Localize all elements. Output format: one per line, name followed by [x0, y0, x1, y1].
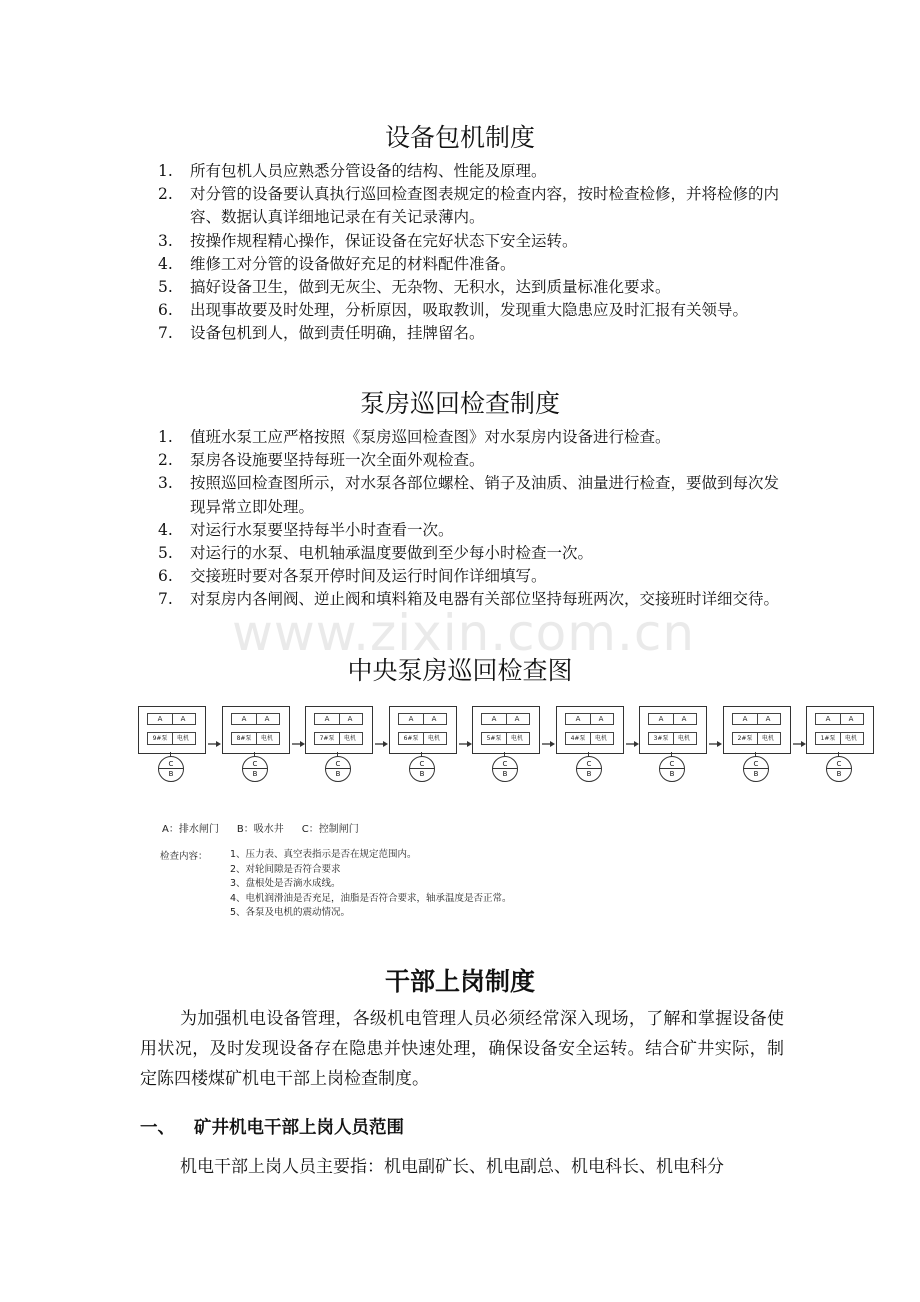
legend-item: A：排水闸门	[162, 824, 219, 835]
pump-box	[305, 706, 373, 754]
pump-label: 5#泵	[481, 732, 507, 745]
valve-circle	[826, 756, 852, 782]
valve-a-cell: A	[672, 713, 697, 725]
list-item	[140, 449, 790, 472]
inspection-item: 5、各泵及电机的震动情况。	[230, 907, 351, 918]
pump-label: 3#泵	[648, 732, 674, 745]
flow-arrow-icon	[626, 740, 639, 748]
list-item-number: 2.	[158, 451, 173, 470]
valve-a-cell: A	[171, 713, 196, 725]
list-item-number: 7.	[158, 590, 173, 609]
list-item-number: 6.	[158, 301, 173, 320]
list-item	[140, 472, 790, 518]
valve-circle	[325, 756, 351, 782]
inspection-item: 4、电机润滑油是否充足，油脂是否符合要求，轴承温度是否正常。	[230, 892, 512, 904]
valve-circle	[409, 756, 435, 782]
list-item	[140, 276, 790, 299]
pump-box	[138, 706, 206, 754]
list-item-text: 设备包机到人，做到责任明确，挂牌留名。	[190, 324, 485, 343]
list-item-text: 对分管的设备要认真执行巡回检查图表规定的检查内容，按时检查检修，并将检修的内容、数据认真详细地记录在有关记录薄内。	[190, 185, 780, 227]
circle-c-label: C	[168, 760, 174, 768]
pump-box	[389, 706, 457, 754]
section-title-pump-room-inspection: 泵房巡回检查制度	[359, 389, 560, 418]
circle-c-label: C	[335, 760, 341, 768]
flow-arrow-icon	[375, 740, 388, 748]
list-item-text: 按操作规程精心操作，保证设备在完好状态下安全运转。	[190, 231, 578, 250]
list-item	[140, 299, 790, 322]
circle-divider	[827, 768, 851, 769]
valve-a-cell: A	[398, 713, 424, 725]
valve-circle	[743, 756, 769, 782]
circle-divider	[660, 768, 684, 769]
list-item-number: 1.	[158, 428, 173, 446]
valve-a-cell: A	[565, 713, 591, 725]
pump-box	[639, 706, 707, 754]
pump-unit	[472, 704, 540, 784]
circle-b-label: B	[335, 770, 341, 778]
list-item	[140, 253, 790, 276]
motor-label: 电机	[672, 732, 697, 745]
pump-label: 4#泵	[565, 732, 591, 745]
circle-c-label: C	[252, 760, 258, 768]
list-item	[140, 322, 790, 345]
valve-circle	[492, 756, 518, 782]
pump-inspection-diagram	[138, 704, 888, 784]
section-title-cadre-duty: 干部上岗制度	[384, 967, 535, 996]
inspection-label: 检查内容：	[160, 851, 208, 862]
valve-a-cell: A	[338, 713, 363, 725]
legend-item: C：控制闸门	[301, 824, 359, 835]
list-item-number: 7.	[158, 324, 173, 343]
watermark: www.zixin.com.cn	[232, 604, 696, 662]
valve-a-cell: A	[839, 713, 864, 725]
circle-divider	[326, 768, 350, 769]
valve-circle	[242, 756, 268, 782]
pump-unit	[556, 704, 624, 784]
list-item-text: 对运行的水泵、电机轴承温度要做到至少每小时检查一次。	[190, 544, 594, 563]
circle-c-label: C	[669, 760, 675, 768]
pump-unit	[138, 704, 206, 784]
circle-c-label: C	[502, 760, 508, 768]
circle-c-label: C	[836, 760, 842, 768]
motor-label: 电机	[589, 732, 614, 745]
list-item-number: 1.	[158, 162, 173, 180]
valve-a-cell: A	[756, 713, 781, 725]
flow-arrow-icon	[709, 740, 722, 748]
list-item-text: 出现事故要及时处理，分析原因，吸取教训，发现重大隐患应及时汇报有关领导。	[190, 301, 749, 320]
legend-item: B：吸水井	[236, 824, 284, 835]
list-item-text: 泵房各设施要坚持每班一次全面外观检查。	[190, 451, 485, 470]
circle-c-label: C	[586, 760, 592, 768]
flow-arrow-icon	[292, 740, 305, 748]
valve-circle	[659, 756, 685, 782]
valve-a-cell: A	[147, 713, 173, 725]
section-title-equipment-responsibility: 设备包机制度	[384, 123, 535, 152]
circle-b-label: B	[836, 770, 842, 778]
equipment-responsibility-list	[140, 160, 790, 346]
subsection-paragraph: 机电干部上岗人员主要指：机电副矿长、机电副总、机电科长、机电科分	[180, 1157, 724, 1177]
valve-a-cell: A	[648, 713, 674, 725]
valve-a-cell: A	[314, 713, 340, 725]
circle-divider	[744, 768, 768, 769]
motor-label: 电机	[171, 732, 196, 745]
pump-label: 2#泵	[732, 732, 758, 745]
pump-box	[723, 706, 791, 754]
pump-box	[556, 706, 624, 754]
valve-circle	[576, 756, 602, 782]
circle-b-label: B	[419, 770, 425, 778]
flow-arrow-icon	[542, 740, 555, 748]
pump-label: 7#泵	[314, 732, 340, 745]
valve-a-cell: A	[255, 713, 280, 725]
list-item	[140, 230, 790, 253]
pump-unit	[389, 704, 457, 784]
motor-label: 电机	[255, 732, 280, 745]
subsection-title: 矿井机电干部上岗人员范围	[194, 1118, 404, 1138]
pump-label: 9#泵	[147, 732, 173, 745]
inspection-item: 2、对轮间隙是否符合要求	[230, 863, 341, 875]
motor-label: 电机	[338, 732, 363, 745]
circle-b-label: B	[669, 770, 675, 778]
circle-b-label: B	[502, 770, 508, 778]
inspection-item: 1、压力表、真空表指示是否在规定范围内。	[230, 849, 417, 860]
inspection-item: 3、盘根处是否滴水成线。	[230, 878, 341, 889]
motor-label: 电机	[505, 732, 530, 745]
section-title-inspection-diagram: 中央泵房巡回检查图	[347, 656, 573, 685]
circle-divider	[493, 768, 517, 769]
pump-box	[222, 706, 290, 754]
valve-a-cell: A	[422, 713, 447, 725]
circle-c-label: C	[753, 760, 759, 768]
list-item-number: 3.	[158, 231, 173, 250]
valve-a-cell: A	[815, 713, 841, 725]
valve-circle	[158, 756, 184, 782]
pump-box	[472, 706, 540, 754]
circle-b-label: B	[252, 770, 258, 778]
circle-divider	[159, 768, 183, 769]
pump-unit	[222, 704, 290, 784]
pump-unit	[639, 704, 707, 784]
circle-b-label: B	[586, 770, 592, 778]
diagram-legend	[162, 820, 377, 835]
motor-label: 电机	[839, 732, 864, 745]
list-item-number: 4.	[158, 520, 173, 539]
list-item	[140, 183, 790, 229]
list-item-text: 值班水泵工应严格按照《泵房巡回检查图》对水泵房内设备进行检查。	[190, 428, 671, 446]
pump-unit	[723, 704, 791, 784]
circle-divider	[577, 768, 601, 769]
list-item-number: 2.	[158, 185, 173, 204]
pump-unit	[806, 704, 874, 784]
circle-c-label: C	[419, 760, 425, 768]
list-item-number: 6.	[158, 567, 173, 586]
pump-label: 6#泵	[398, 732, 424, 745]
valve-a-cell: A	[732, 713, 758, 725]
pump-label: 1#泵	[815, 732, 841, 745]
flow-arrow-icon	[208, 740, 221, 748]
cadre-duty-paragraph: 为加强机电设备管理，各级机电管理人员必须经常深入现场，了解和掌握设备使用状况，及时发现设备存在隐患并快速处理，确保设备安全运转。结合矿井实际，制定陈四楼煤矿机电干部上岗检查制度。	[140, 1009, 784, 1089]
circle-divider	[410, 768, 434, 769]
pump-room-inspection-list	[140, 426, 790, 612]
subsection-heading	[140, 1114, 404, 1139]
list-item	[140, 588, 790, 611]
list-item-text: 所有包机人员应熟悉分管设备的结构、性能及原理。	[190, 162, 547, 180]
valve-a-cell: A	[481, 713, 507, 725]
circle-b-label: B	[753, 770, 759, 778]
list-item	[140, 426, 790, 449]
list-item	[140, 160, 790, 183]
list-item-number: 4.	[158, 254, 173, 273]
list-item-text: 按照巡回检查图所示，对水泵各部位螺栓、销子及油质、油量进行检查，要做到每次发现异常立即处理。	[190, 474, 780, 516]
valve-a-cell: A	[589, 713, 614, 725]
list-item	[140, 542, 790, 565]
list-item-number: 5.	[158, 544, 173, 563]
list-item-text: 对运行水泵要坚持每半小时查看一次。	[190, 520, 454, 539]
list-item-number: 3.	[158, 474, 173, 493]
pump-box	[806, 706, 874, 754]
subsection-ordinal: 一、	[140, 1118, 175, 1138]
valve-a-cell: A	[231, 713, 257, 725]
list-item	[140, 565, 790, 588]
pump-label: 8#泵	[231, 732, 257, 745]
list-item-text: 维修工对分管的设备做好充足的材料配件准备。	[190, 254, 516, 273]
list-item-text: 搞好设备卫生，做到无灰尘、无杂物、无积水，达到质量标准化要求。	[190, 278, 671, 297]
circle-divider	[243, 768, 267, 769]
list-item-number: 5.	[158, 278, 173, 297]
pump-unit	[305, 704, 373, 784]
motor-label: 电机	[422, 732, 447, 745]
circle-b-label: B	[168, 770, 174, 778]
list-item-text: 交接班时要对各泵开停时间及运行时间作详细填写。	[190, 567, 547, 586]
motor-label: 电机	[756, 732, 781, 745]
list-item	[140, 519, 790, 542]
flow-arrow-icon	[793, 740, 806, 748]
flow-arrow-icon	[459, 740, 472, 748]
valve-a-cell: A	[505, 713, 530, 725]
list-item-text: 对泵房内各闸阀、逆止阀和填料箱及电器有关部位坚持每班两次，交接班时详细交待。	[190, 590, 780, 609]
